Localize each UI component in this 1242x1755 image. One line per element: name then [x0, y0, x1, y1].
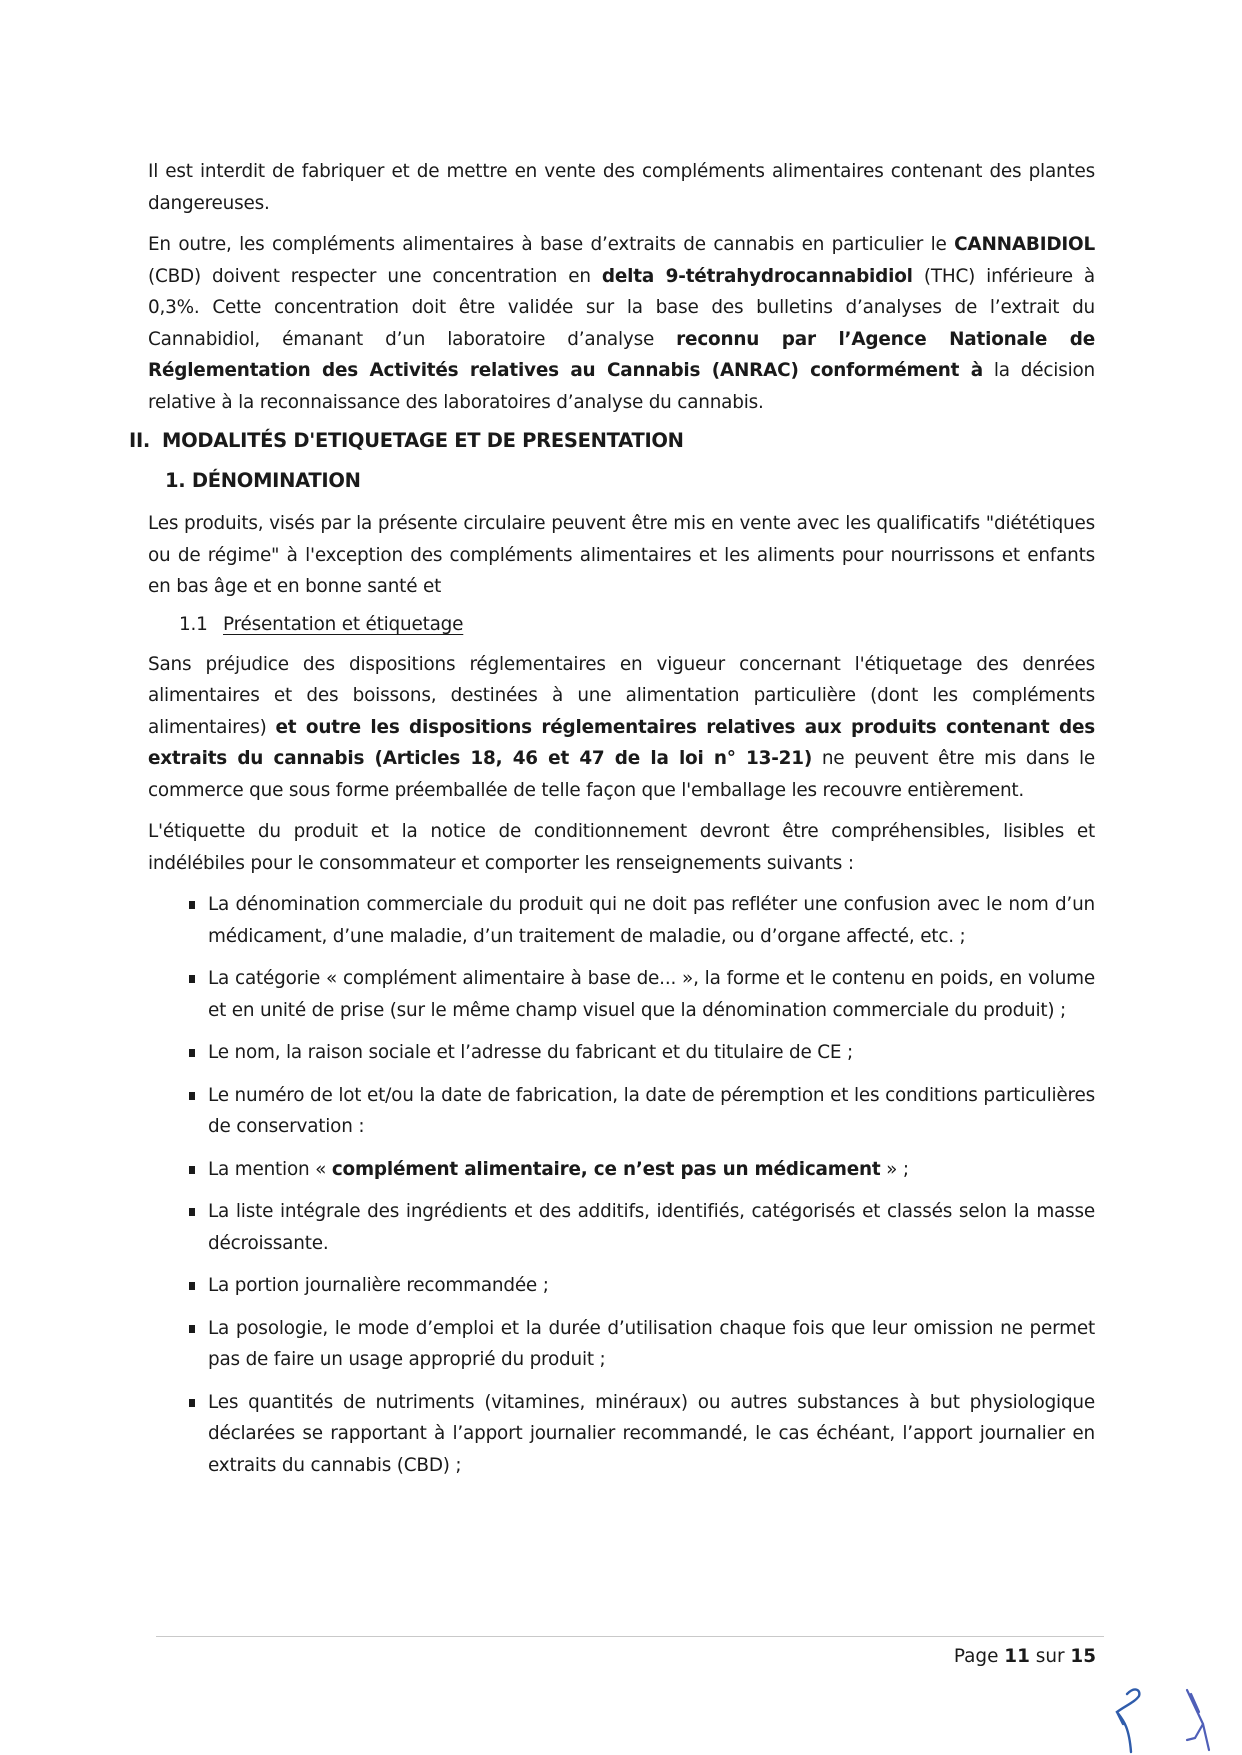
- bold-articles: et outre les dispositions réglementaires relatives aux produits contenant des extraits du cannabis (Articles 18, 46 et 47 de la loi n° 13-21): [148, 716, 1095, 769]
- bold-mention: complément alimentaire, ce n’est pas un médicament: [331, 1158, 881, 1180]
- text-run: la décision relative à la reconnaissance des laboratoires d’analyse du cannabis.: [148, 360, 1096, 413]
- subsubsection-heading: [179, 611, 1095, 639]
- bullet-icon: [189, 1166, 195, 1174]
- paragraph-cbd-thc: [148, 229, 1095, 418]
- bullet-icon: [189, 1399, 195, 1407]
- list-item-text: Les quantités de nutriments (vitamines, minéraux) ou autres substances à but physiologique déclarées se rapportant à l’apport journalier recommandé, le cas échéant, l’apport journalier en extraits du cannabis (CBD) ;: [208, 1391, 1095, 1476]
- list-item-text: La posologie, le mode d’emploi et la durée d’utilisation chaque fois que leur omission ne permet pas de faire un usage approprié du produit ;: [208, 1317, 1095, 1370]
- bullet-icon: [189, 1208, 195, 1216]
- section-number: II.: [129, 429, 151, 452]
- list-item-text: » ;: [880, 1158, 909, 1180]
- list-item: [148, 963, 1095, 1026]
- footer-divider: [156, 1636, 1104, 1637]
- list-item-text: La mention «: [208, 1158, 332, 1180]
- bullet-icon: [189, 1325, 195, 1333]
- bullet-icon: [189, 1049, 195, 1057]
- paragraph-dangerous-plants: Il est interdit de fabriquer et de mettre en vente des compléments alimentaires contenant des plantes dangereuses.: [148, 161, 1095, 214]
- bullet-icon: [189, 1092, 195, 1100]
- text-run: Sans préjudice des dispositions réglementaires en vigueur concernant l'étiquetage des denrées alimentaires et des boissons, destinées à une alimentation particulière (dont les compléments alimentaires): [148, 653, 1095, 738]
- bold-anrac: reconnu par l’Agence Nationale de Réglementation des Activités relatives au Cannabis (ANRAC) conformément à: [148, 328, 1095, 381]
- list-item: [148, 1313, 1095, 1376]
- list-item-text: La catégorie « complément alimentaire à base de... », la forme et le contenu en poids, en volume et en unité de prise (sur le même champ visuel que la dénomination commerciale du produit) ;: [208, 968, 1095, 1021]
- bullet-icon: [189, 901, 195, 909]
- list-item: [148, 1080, 1095, 1143]
- page-separator: sur: [1035, 1646, 1065, 1667]
- text-run: (CBD) doivent respecter une concentration en: [148, 265, 602, 287]
- initial-stroke-1: [1117, 1690, 1139, 1752]
- list-item: [148, 1196, 1095, 1259]
- section-heading: [129, 428, 1095, 454]
- list-item: [148, 889, 1095, 952]
- list-item: [148, 1270, 1095, 1302]
- list-item-text: Le nom, la raison sociale et l’adresse du fabricant et du titulaire de CE ;: [208, 1042, 853, 1063]
- list-item-text: La portion journalière recommandée ;: [208, 1275, 549, 1296]
- bold-cannabidiol: CANNABIDIOL: [954, 234, 1095, 255]
- list-item-text: La liste intégrale des ingrédients et des additifs, identifiés, catégorisés et classés selon la masse décroissante.: [208, 1201, 1095, 1254]
- requirements-list: [148, 889, 1095, 1481]
- section-title: MODALITÉS D'ETIQUETAGE ET DE PRESENTATION: [162, 429, 684, 452]
- paragraph-label-requirements: L'étiquette du produit et la notice de conditionnement devront être compréhensibles, lisibles et indélébiles pour le consommateur et comporter les renseignements suivants :: [148, 821, 1095, 874]
- bullet-icon: [189, 975, 195, 983]
- list-item-text: La dénomination commerciale du produit qui ne doit pas refléter une confusion avec le nom d’un médicament, d’une maladie, d’un traitement de maladie, ou d’organe affecté, etc. ;: [208, 894, 1095, 947]
- subsubsection-title: Présentation et étiquetage: [223, 613, 464, 635]
- paragraph-qualifiers: Les produits, visés par la présente circulaire peuvent être mis en vente avec les qualificatifs "diététiques ou de régime" à l'exception des compléments alimentaires et les aliments pour nourrissons et enfants en bas âge et en bonne santé et: [148, 513, 1095, 597]
- list-item: [148, 1387, 1095, 1482]
- initial-stroke-2: [1187, 1690, 1209, 1750]
- list-item: [148, 1037, 1095, 1069]
- subsection-heading: 1. DÉNOMINATION: [165, 469, 361, 492]
- page-label: Page: [953, 1646, 999, 1667]
- subsubsection-number: 1.1: [179, 613, 208, 635]
- text-run: (THC) inférieure à 0,3%. Cette concentration doit être validée sur la base des bulletins d’analyses de l’extrait du Cannabidiol, émanant d’un laboratoire d’analyse: [148, 265, 1095, 350]
- text-run: ne peuvent être mis dans le commerce que sous forme préemballée de telle façon que l'emballage les recouvre entièrement.: [148, 748, 1095, 801]
- bold-thc: delta 9-tétrahydrocannabidiol: [601, 265, 913, 287]
- page-number: [954, 1646, 1096, 1667]
- document-body: [129, 156, 1096, 1492]
- list-item-text: Le numéro de lot et/ou la date de fabrication, la date de péremption et les conditions particulières de conservation :: [208, 1084, 1095, 1137]
- page-current: 11: [1004, 1646, 1030, 1667]
- handwritten-initials-icon: [1095, 1680, 1235, 1755]
- text-run: En outre, les compléments alimentaires à base d’extraits de cannabis en particulier le: [148, 234, 955, 255]
- page-total: 15: [1070, 1646, 1096, 1667]
- bullet-icon: [189, 1282, 195, 1290]
- paragraph-packaging: [148, 649, 1095, 807]
- list-item: [148, 1154, 1095, 1186]
